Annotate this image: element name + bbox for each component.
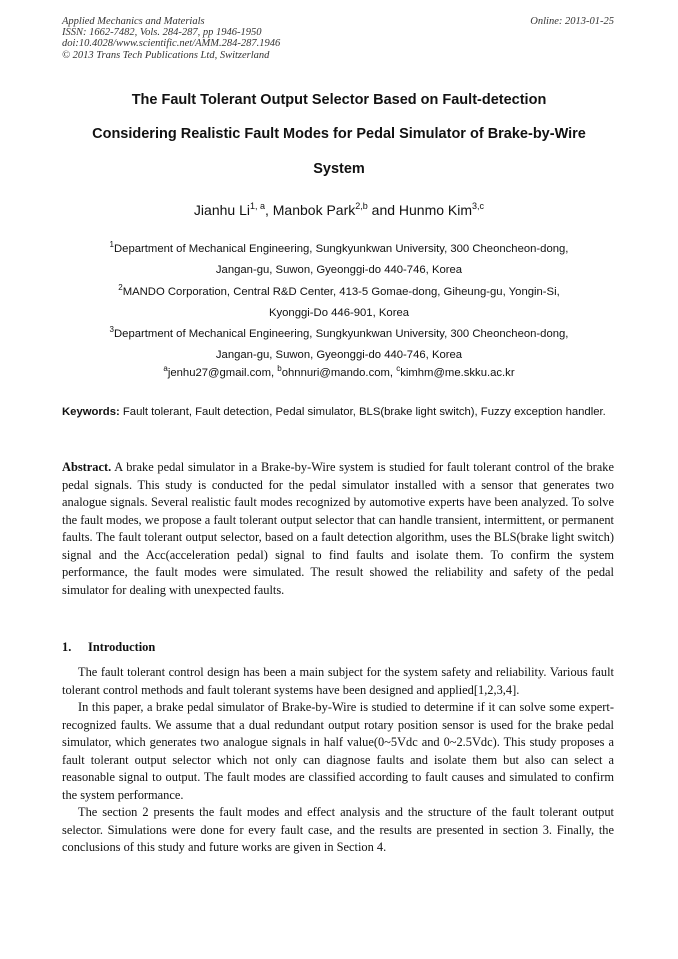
email-link[interactable]: kimhm@me.skku.ac.kr [400,367,515,379]
affiliation-line [40,234,638,260]
issn-line: ISSN: 1662-7482, Vols. 284-287, pp 1946-1950 [62,27,262,39]
section-number: 1. [62,640,72,654]
section-title: Introduction [88,640,156,654]
author-emails [40,364,638,379]
paper-title-line-3: System [313,161,365,177]
author-affiliation-mark: 3,c [472,201,485,211]
doi-line[interactable]: doi:10.4028/www.scientific.net/AMM.284-287.1946 [62,38,281,50]
affiliation-line [40,319,638,345]
keywords-block [62,403,614,421]
author-name: Jianhu Li [193,202,250,218]
keywords-text: Fault tolerant, Fault detection, Pedal simulator, BLS(brake light switch), Fuzzy exception handler. [119,406,606,418]
journal-header [62,16,280,61]
copyright-line: © 2013 Trans Tech Publications Ltd, Switzerland [62,49,270,61]
keywords-label: Keywords: [62,406,120,418]
affiliation-line: Jangan-gu, Suwon, Gyeonggi-do 440-746, Korea [215,264,463,276]
paragraph: The fault tolerant control design has been a main subject for the system safety and reliability. Various fault tolerant control methods and fault tolerant systems have been designed and applied[1,2,3,4]. [62,665,614,697]
affiliation-mark: 2 [118,283,123,292]
author-affiliation-mark: 2,b [355,201,368,211]
section-heading-introduction [62,640,155,655]
email-link[interactable]: ohnnuri@mando.com, [281,367,397,379]
abstract-block [62,459,614,599]
affiliation-1 [40,234,638,281]
email-mark: c [396,364,401,373]
author-separator: and [367,202,399,218]
paragraph: The section 2 presents the fault modes and effect analysis and the structure of the fault tolerant output selector. Simulations were done for every fault case, and the results are presented in section 3. Finally, the conclusions of this study and future works are given in Section 4. [62,805,614,854]
affiliation-line: Kyonggi-Do 446-901, Korea [268,307,410,319]
affiliation-line: Jangan-gu, Suwon, Gyeonggi-do 440-746, Korea [215,349,463,361]
author-affiliation-mark: 1, a [249,201,265,211]
abstract-text: A brake pedal simulator in a Brake-by-Wire system is studied for fault tolerant control of the brake pedal signals. This study is conducted for the pedal simulator installed with a sensor that generates two analogue signals. Several realistic fault modes recognized by automotive experts have been analyzed. To solve the fault modes, we propose a fault tolerant output selector that can handle transient, intermittent, or permanent faults. The fault tolerant output selector, based on a fault detection algorithm, uses the BLS(brake light switch) signal and the Acc(acceleration pedal) signal to find faults and isolate them. To confirm the system performance, the fault modes were simulated. The result showed the reliability and safety of the pedal simulator for dealing with unexpected faults. [62,460,614,597]
paragraph: In this paper, a brake pedal simulator of Brake-by-Wire is studied to determine if it can solve some expert-recognized faults. We assume that a dual redundant output rotary position sensor is used for the brake pedal simulator, which generates two analogue signals in half value(0~5Vdc and 0~2.5Vdc). This study proposes a fault tolerant output selector which not only can diagnose faults and isolate them but also can select a reasonable signal to output. The fault modes are classified according to fault causes and simulated to confirm the system performance. [62,700,614,802]
affiliation-text: MANDO Corporation, Central R&D Center, 413-5 Gomae-dong, Giheung-gu, Yongin-Si, [122,286,560,298]
journal-name: Applied Mechanics and Materials [62,16,205,27]
email-mark: b [277,364,282,373]
author-list [40,201,638,218]
affiliation-mark: 3 [109,325,114,334]
affiliation-2 [40,277,638,324]
paper-title-line-1: The Fault Tolerant Output Selector Based on Fault-detection [131,92,547,108]
author-name: Hunmo Kim [398,202,473,218]
email-link[interactable]: jenhu27@gmail.com, [167,367,278,379]
author-name: Manbok Park [272,202,356,218]
author-separator: , [264,202,273,218]
affiliation-text: Department of Mechanical Engineering, Sungkyunkwan University, 300 Cheoncheon-dong, [114,243,569,255]
abstract-label: Abstract. [62,460,112,474]
paper-title-line-2: Considering Realistic Fault Modes for Pedal Simulator of Brake-by-Wire [92,126,586,142]
introduction-body [62,664,614,857]
online-date: Online: 2013-01-25 [530,16,614,27]
affiliation-text: Department of Mechanical Engineering, Sungkyunkwan University, 300 Cheoncheon-dong, [114,328,569,340]
affiliation-line [40,277,638,303]
affiliation-3 [40,319,638,366]
email-mark: a [163,364,168,373]
affiliation-mark: 1 [109,240,114,249]
